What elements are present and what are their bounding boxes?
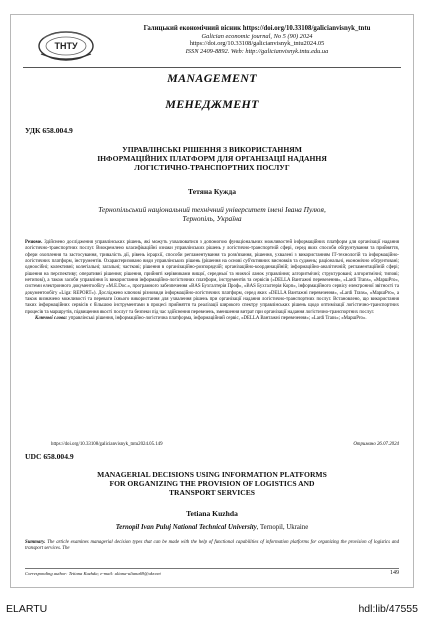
keywords-text: управлінські рішення, інформаційно-логістична платформа, інформаційний сервіс, «DELLA Вантажні перевезення»; «Lardi Trans»; «МаршPro». — [67, 316, 367, 322]
logo-emblem — [35, 28, 97, 64]
abstract-label: Резюме. — [25, 240, 43, 245]
title-line: MANAGERIAL DECISIONS USING INFORMATION PLATFORMS — [97, 470, 327, 479]
summary-en — [25, 540, 399, 553]
handle-id[interactable]: hdl:lib/47555 — [358, 603, 418, 615]
title-line: TRANSPORT SERVICES — [168, 488, 256, 497]
page-footer — [25, 571, 399, 576]
section-title-ua: МЕНЕДЖМЕНТ — [165, 97, 259, 111]
affiliation-en-rest: , Ternopil, Ukraine — [256, 524, 309, 531]
page-number: 149 — [390, 570, 399, 576]
journal-info — [107, 25, 407, 55]
keywords-label: Ключові слова: — [35, 316, 68, 322]
journal-subtitle: Galician economic journal, No 5 (90) 2024 — [201, 32, 313, 40]
article-doi-link[interactable]: https://doi.org/10.33108/galicianvisnyk_tntu2024.05.149 — [51, 442, 163, 447]
title-line: ЛОГІСТИЧНО-ТРАНСПОРТНИХ ПОСЛУГ — [134, 163, 290, 172]
doi-row-ua — [51, 442, 399, 447]
repository-bar — [0, 596, 424, 620]
received-date: Отримано 26.07.2024 — [353, 442, 399, 447]
title-line: УПРАВЛІНСЬКІ РІШЕННЯ З ВИКОРИСТАННЯМ — [122, 145, 302, 154]
affiliation-line: Тернопіль, Україна — [182, 214, 242, 224]
udc-en: UDC 658.004.9 — [25, 452, 74, 461]
repository-name[interactable]: ELARTU — [6, 603, 48, 615]
udc-ua: УДК 658.004.9 — [25, 126, 73, 135]
affiliation-en-bold: Ternopil Ivan Puluj National Technical University — [115, 524, 257, 531]
article-title-ua — [31, 145, 393, 172]
corresponding-author: Corresponding author: Tetiana Kuzhda; e-mail: uliana-uliana69@ukr.net — [25, 571, 161, 576]
footer-rule — [25, 568, 399, 569]
header-rule — [23, 67, 401, 68]
journal-header — [23, 25, 403, 67]
logo-text: ТНТУ — [54, 41, 78, 51]
affiliation-en — [11, 524, 413, 531]
summary-label: Summary. — [25, 540, 46, 545]
affiliation-line: Тернопільський національний технічний університет імені Івана Пулюя, — [98, 205, 326, 214]
journal-issn: ISSN 2409-8892. Web: http://galicianvisnyk.tntu.edu.ua — [185, 47, 329, 55]
title-line: FOR ORGANIZING THE PROVISION OF LOGISTICS AND — [109, 479, 315, 488]
affiliation-ua — [41, 205, 383, 224]
author-ua: Тетяна Кужда — [187, 187, 237, 196]
title-line: ІНФОРМАЦІЙНИХ ПЛАТФОРМ ДЛЯ ОРГАНІЗАЦІЇ НАДАННЯ — [97, 154, 327, 163]
journal-issue-doi: https://doi.org/10.33108/galicianvisnyk_tntu2024.05 — [189, 40, 325, 48]
abstract-ua — [25, 240, 399, 322]
summary-text: The article examines managerial decision types that can be made with the help of functional capabilities of information platforms for organizing the provision of logistics and transport services. The — [25, 540, 399, 552]
section-title-en: MANAGEMENT — [167, 71, 257, 85]
journal-title: Галицький економічний вісник https://doi.org/10.33108/galicianvisnyk_tntu — [143, 25, 371, 32]
journal-logo — [35, 28, 97, 69]
document-page — [10, 14, 414, 588]
author-en: Tetiana Kuzhda — [186, 509, 238, 518]
abstract-text: Здійснено дослідження управлінських рішень, які можуть ухвалюватися з допомогою функціональних можливостей інформаційних платформ для організації надання логістично-транспортних послуг. Виокремлено класифікаційні ознаки управлінських рішень у логістично-транспортній сфері, серед яких способи обґрунтування та прийняття, сфери охоплення та застосування, тривалість дії, рівень ієрархії, способи регламентування та розв'язання, рішення, ухвалені з використанням ІТ-технологій та інформаційно-логістичних платформ, інструментів. Охарактеризовано види управлінських рішень (рішення на основі суб'єктивних висновків та суджень; раціональні, економічно обґрунтовані; одноосібні; колективні; колегіальні; загальні; часткові; рішення в організаційно-розпорядчій; організаційно-координаційній; інформаційно-аналітичній; регламентаційній сфері; рішення на перспективу; оперативні рішення; рішення, прийняті керівниками вищої, середньої та нижчої ланок управління; алгоритмічні; структуровані; алгоритмічні; типові; нетипові), а також засоби управління їх використання інформаційно-логістичних платформ, інструментів та сервісів («DELLA Вантажні перевезення», «Lardi Trans», «МаршPro», системи електронного документообігу «M.E.Doc.», програмного забезпечення «BAS Бухгалтерія Проф», «BAS Бухгалтерія Корп», інформаційного сервісу електронної звітності та документообігу «Liga: REPORT»). Досліджено ключові різновиди інформаційно-логістичних платформ, серед яких «DELLA Вантажні перевезення», «Lardi Trans», «МаршPro», а також визначено можливості та переваги їхнього використання для ухвалення рішень при організації надання логістично-транспортних послуг. Встановлено, що використання таких інформаційних сервісів є більшою інструментами в процесі прийняття та реалізації широкого спектру управлінських рішень щодо оптимізації логістично-транспортних процесів та маршрутів, підвищення якості послуг та безпеки під час здійснення перевезень, зменшення витрат при організації надання логістично-транспортних послуг. — [25, 240, 399, 315]
article-title-en — [31, 470, 393, 497]
